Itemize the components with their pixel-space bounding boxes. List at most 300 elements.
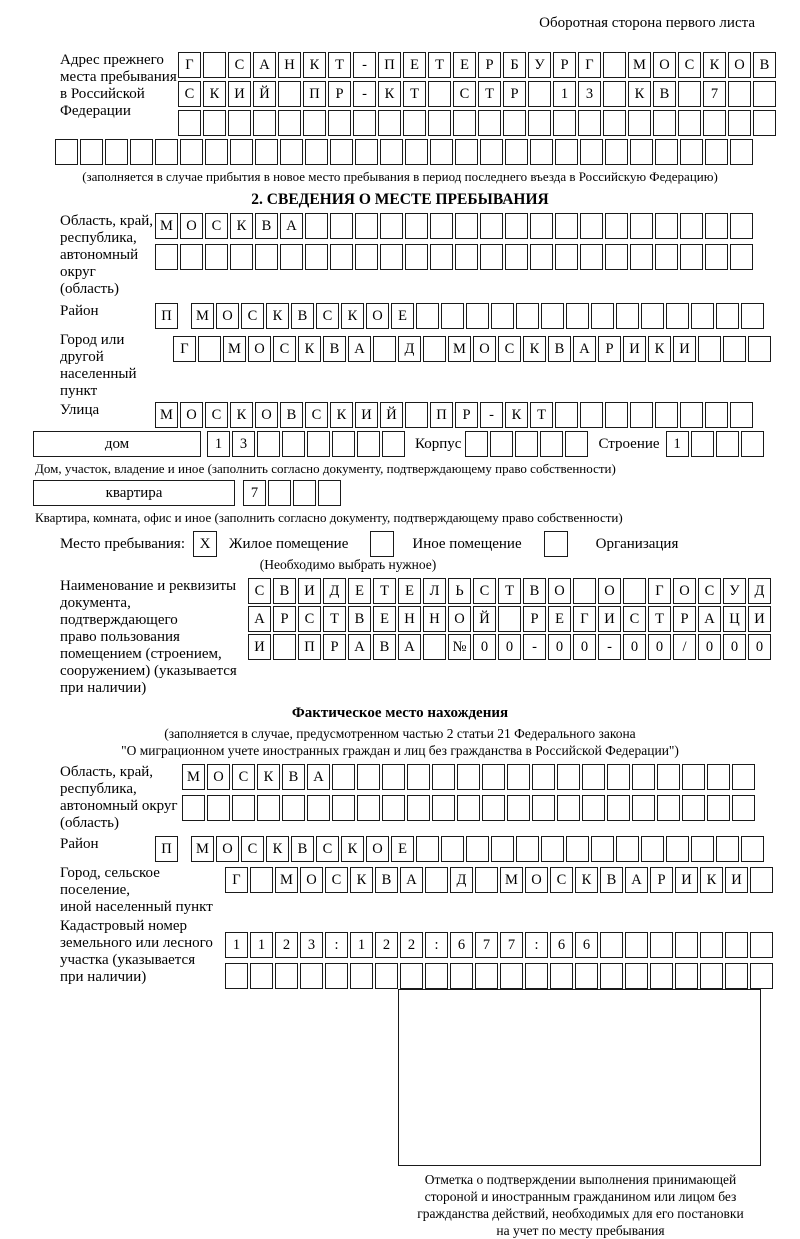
char-cell	[482, 795, 505, 821]
city-label	[33, 332, 155, 400]
char-cell: С	[205, 213, 228, 239]
char-cell	[466, 303, 489, 329]
char-cell	[466, 836, 489, 862]
char-cell: И	[673, 336, 696, 362]
char-cell	[330, 244, 353, 270]
char-cell	[405, 139, 428, 165]
label-line: Федерации	[60, 103, 131, 119]
char-cell	[550, 963, 573, 989]
char-cell: Т	[478, 81, 501, 107]
char-cell	[405, 244, 428, 270]
char-cell: 0	[723, 634, 746, 660]
char-cell: А	[698, 606, 721, 632]
char-cell	[680, 402, 703, 428]
char-cell: Г	[173, 336, 196, 362]
char-cell	[332, 764, 355, 790]
char-cell	[303, 110, 326, 136]
char-cell	[573, 578, 596, 604]
char-cell	[282, 431, 305, 457]
char-cell	[741, 431, 764, 457]
char-cell	[600, 932, 623, 958]
char-cell	[55, 139, 78, 165]
char-cell	[580, 213, 603, 239]
org-checkbox	[544, 531, 568, 557]
char-cell: Р	[553, 52, 576, 78]
district-cells	[191, 303, 764, 329]
char-cell: 0	[648, 634, 671, 660]
char-cell: И	[725, 867, 748, 893]
label-line: иной населенный пункт	[60, 899, 213, 915]
char-cell: М	[191, 836, 214, 862]
char-cell	[228, 110, 251, 136]
char-cell: Н	[423, 606, 446, 632]
char-cell	[225, 963, 248, 989]
label-line: земельного или лесного	[60, 935, 213, 951]
char-cell	[498, 606, 521, 632]
char-cell	[203, 52, 226, 78]
char-cell: О	[728, 52, 751, 78]
char-cell	[475, 867, 498, 893]
char-cell	[516, 836, 539, 862]
char-cell	[630, 139, 653, 165]
char-cell	[307, 795, 330, 821]
char-cell: О	[598, 578, 621, 604]
char-cell	[416, 836, 439, 862]
char-cell: 1	[350, 932, 373, 958]
city-cells	[173, 336, 771, 362]
char-cell: Р	[598, 336, 621, 362]
char-cell	[591, 836, 614, 862]
char-cell: -	[480, 402, 503, 428]
char-cell	[555, 244, 578, 270]
char-cell	[255, 244, 278, 270]
char-cell: В	[373, 634, 396, 660]
char-cell	[455, 139, 478, 165]
char-cell	[505, 213, 528, 239]
char-cell	[728, 81, 751, 107]
label-line: Отметка о подтверждении выполнения принимающей	[424, 1172, 737, 1187]
char-cell	[403, 110, 426, 136]
char-cell	[178, 110, 201, 136]
label-line: республика,	[60, 230, 137, 246]
char-cell	[725, 932, 748, 958]
char-cell	[475, 963, 498, 989]
char-cell: С	[316, 836, 339, 862]
char-cell	[355, 244, 378, 270]
inoe-label: Иное помещение	[412, 536, 522, 552]
char-cell: -	[353, 52, 376, 78]
char-cell: А	[573, 336, 596, 362]
char-cell	[357, 431, 380, 457]
char-cell	[603, 110, 626, 136]
char-cell: И	[298, 578, 321, 604]
char-cell	[591, 303, 614, 329]
char-cell	[705, 139, 728, 165]
house-box: дом	[33, 431, 201, 457]
char-cell: В	[323, 336, 346, 362]
char-cell	[750, 867, 773, 893]
stay-type-label: Место пребывания:	[60, 536, 185, 552]
document-row-1	[248, 578, 771, 604]
char-cell: В	[375, 867, 398, 893]
char-cell: С	[316, 303, 339, 329]
char-cell	[516, 303, 539, 329]
char-cell: 0	[573, 634, 596, 660]
district-row	[155, 303, 764, 329]
char-cell	[380, 213, 403, 239]
label-line: при наличии)	[60, 969, 147, 985]
char-cell	[250, 867, 273, 893]
char-cell	[380, 244, 403, 270]
label-line: документа, подтверждающего	[60, 595, 178, 628]
char-cell	[375, 963, 398, 989]
char-cell	[607, 795, 630, 821]
char-cell	[741, 836, 764, 862]
char-cell: К	[266, 303, 289, 329]
label-line: при наличии)	[60, 680, 147, 696]
char-cell	[425, 867, 448, 893]
stroenie-label: Строение	[598, 436, 660, 452]
char-cell	[503, 110, 526, 136]
cadastral-label	[33, 918, 225, 986]
char-cell	[666, 836, 689, 862]
char-cell	[607, 764, 630, 790]
fact-district-prefix-cells	[155, 836, 178, 862]
char-cell: И	[675, 867, 698, 893]
label-line: Область, край,	[60, 213, 154, 229]
char-cell: М	[628, 52, 651, 78]
char-cell: С	[248, 578, 271, 604]
char-cell	[753, 81, 776, 107]
char-cell: М	[155, 402, 178, 428]
char-cell	[632, 764, 655, 790]
char-cell: А	[280, 213, 303, 239]
char-cell	[407, 764, 430, 790]
char-cell	[330, 139, 353, 165]
prev-address-row-1	[178, 52, 776, 78]
char-cell: К	[341, 836, 364, 862]
char-cell: О	[180, 213, 203, 239]
fact-district-block	[33, 836, 767, 862]
char-cell	[530, 213, 553, 239]
prev-address-label	[33, 52, 178, 120]
char-cell: Л	[423, 578, 446, 604]
char-cell	[400, 963, 423, 989]
label-line: (область)	[60, 815, 119, 831]
char-cell	[478, 110, 501, 136]
char-cell: С	[698, 578, 721, 604]
char-cell	[532, 764, 555, 790]
stay-type-row	[33, 531, 767, 557]
char-cell	[332, 795, 355, 821]
char-cell: Е	[453, 52, 476, 78]
char-cell	[616, 303, 639, 329]
char-cell	[753, 110, 776, 136]
char-cell: С	[273, 336, 296, 362]
char-cell	[741, 303, 764, 329]
label-line: округ (область)	[60, 264, 119, 297]
char-cell: А	[625, 867, 648, 893]
char-cell: 6	[550, 932, 573, 958]
char-cell: К	[303, 52, 326, 78]
char-cell	[605, 213, 628, 239]
char-cell	[566, 836, 589, 862]
char-cell	[278, 110, 301, 136]
char-cell: К	[330, 402, 353, 428]
char-cell: К	[378, 81, 401, 107]
char-cell	[457, 795, 480, 821]
char-cell	[305, 139, 328, 165]
char-cell	[491, 303, 514, 329]
prev-address-block	[33, 52, 770, 136]
char-cell: Н	[398, 606, 421, 632]
char-cell: 0	[548, 634, 571, 660]
label-line: Наименование и реквизиты	[60, 578, 237, 594]
char-cell	[275, 963, 298, 989]
char-cell: М	[223, 336, 246, 362]
char-cell: Р	[523, 606, 546, 632]
char-cell: Р	[503, 81, 526, 107]
korpus-cells	[465, 431, 588, 457]
char-cell	[541, 303, 564, 329]
char-cell	[728, 110, 751, 136]
char-cell	[553, 110, 576, 136]
char-cell: Т	[498, 578, 521, 604]
label-line: участка (указывается	[60, 952, 196, 968]
fact-district-cells	[191, 836, 764, 862]
char-cell	[525, 963, 548, 989]
cadastral-row-1	[225, 932, 773, 958]
char-cell: Т	[428, 52, 451, 78]
char-cell: С	[228, 52, 251, 78]
street-cells	[155, 402, 753, 428]
actual-location-caption	[33, 725, 767, 759]
char-cell: Г	[648, 578, 671, 604]
street-block	[33, 402, 767, 428]
label-line: автономный округ	[60, 798, 178, 814]
char-cell: И	[248, 634, 271, 660]
char-cell: М	[500, 867, 523, 893]
char-cell: 0	[498, 634, 521, 660]
char-cell: 0	[473, 634, 496, 660]
korpus-label: Корпус	[415, 436, 462, 452]
document-row-2	[248, 606, 771, 632]
char-cell: М	[275, 867, 298, 893]
region-row-2	[155, 244, 753, 270]
char-cell: В	[280, 402, 303, 428]
char-cell	[423, 336, 446, 362]
char-cell: О	[366, 836, 389, 862]
char-cell	[280, 139, 303, 165]
char-cell	[465, 431, 488, 457]
char-cell	[457, 764, 480, 790]
char-cell: В	[273, 578, 296, 604]
char-cell	[540, 431, 563, 457]
char-cell: 2	[375, 932, 398, 958]
char-cell	[650, 932, 673, 958]
char-cell	[580, 244, 603, 270]
char-cell: Й	[380, 402, 403, 428]
char-cell	[350, 963, 373, 989]
char-cell	[318, 480, 341, 506]
char-cell	[641, 836, 664, 862]
cadastral-block	[33, 918, 767, 989]
stroenie-cells	[666, 431, 764, 457]
char-cell	[732, 795, 755, 821]
char-cell	[198, 336, 221, 362]
char-cell: Д	[450, 867, 473, 893]
char-cell	[203, 110, 226, 136]
char-cell	[750, 932, 773, 958]
char-cell: С	[453, 81, 476, 107]
char-cell	[682, 795, 705, 821]
char-cell	[491, 836, 514, 862]
char-cell: Г	[225, 867, 248, 893]
char-cell: Й	[473, 606, 496, 632]
char-cell: К	[575, 867, 598, 893]
char-cell	[605, 402, 628, 428]
char-cell	[530, 244, 553, 270]
char-cell: С	[205, 402, 228, 428]
char-cell	[455, 213, 478, 239]
label-line: Город или другой	[60, 332, 125, 365]
char-cell	[680, 213, 703, 239]
char-cell: М	[182, 764, 205, 790]
street-label: Улица	[60, 402, 100, 418]
char-cell	[250, 963, 273, 989]
char-cell	[603, 81, 626, 107]
char-cell	[180, 244, 203, 270]
char-cell	[416, 303, 439, 329]
char-cell	[355, 139, 378, 165]
char-cell	[680, 139, 703, 165]
char-cell	[332, 431, 355, 457]
char-cell	[530, 139, 553, 165]
fact-region-row-1	[182, 764, 755, 790]
apartment-caption: Квартира, комната, офис и иное (заполнить согласно документу, подтверждающему право собственности)	[35, 510, 623, 525]
char-cell: Г	[178, 52, 201, 78]
char-cell	[630, 244, 653, 270]
char-cell	[405, 213, 428, 239]
label-line: населенный пункт	[60, 366, 137, 399]
char-cell: К	[350, 867, 373, 893]
char-cell	[716, 303, 739, 329]
char-cell	[691, 303, 714, 329]
char-cell	[507, 764, 530, 790]
char-cell: 6	[575, 932, 598, 958]
char-cell	[625, 932, 648, 958]
char-cell	[707, 764, 730, 790]
char-cell: П	[298, 634, 321, 660]
char-cell: С	[305, 402, 328, 428]
char-cell: Т	[328, 52, 351, 78]
char-cell: 2	[275, 932, 298, 958]
char-cell	[380, 139, 403, 165]
label-line: автономный	[60, 247, 139, 263]
label-line: (заполняется в случае, предусмотренном частью 2 статьи 21 Федерального закона	[164, 726, 636, 741]
char-cell: С	[623, 606, 646, 632]
apartment-row	[33, 480, 767, 506]
char-cell: Т	[648, 606, 671, 632]
char-cell: Р	[650, 867, 673, 893]
fact-city-label	[33, 865, 225, 916]
fact-region-block	[33, 764, 767, 832]
section2-title: 2. СВЕДЕНИЯ О МЕСТЕ ПРЕБЫВАНИЯ	[251, 191, 549, 208]
char-cell	[430, 139, 453, 165]
char-cell	[450, 963, 473, 989]
fact-district-row	[155, 836, 764, 862]
char-cell: :	[325, 932, 348, 958]
char-cell	[653, 110, 676, 136]
char-cell	[716, 431, 739, 457]
char-cell: -	[523, 634, 546, 660]
char-cell: В	[548, 336, 571, 362]
char-cell	[382, 431, 405, 457]
char-cell: 3	[300, 932, 323, 958]
char-cell	[155, 139, 178, 165]
char-cell: Д	[398, 336, 421, 362]
char-cell	[130, 139, 153, 165]
char-cell: К	[203, 81, 226, 107]
char-cell	[603, 52, 626, 78]
char-cell	[580, 402, 603, 428]
house-number-cells	[207, 431, 405, 457]
char-cell	[432, 764, 455, 790]
char-cell	[730, 213, 753, 239]
char-cell	[748, 336, 771, 362]
char-cell	[623, 578, 646, 604]
char-cell	[655, 139, 678, 165]
char-cell: 1	[225, 932, 248, 958]
char-cell	[582, 764, 605, 790]
char-cell: 1	[553, 81, 576, 107]
char-cell: П	[155, 303, 178, 329]
document-block	[33, 578, 767, 697]
label-line: "О миграционном учете иностранных граждан и лиц без гражданства в Российской Федерации")	[121, 743, 679, 758]
char-cell: М	[448, 336, 471, 362]
label-line: на учет по месту пребывания	[496, 1223, 665, 1238]
prev-address-row-4	[55, 139, 767, 165]
char-cell: Д	[323, 578, 346, 604]
char-cell: К	[266, 836, 289, 862]
fact-district-label: Район	[60, 836, 99, 852]
char-cell	[605, 244, 628, 270]
char-cell	[255, 139, 278, 165]
char-cell	[730, 402, 753, 428]
char-cell: -	[598, 634, 621, 660]
char-cell: К	[703, 52, 726, 78]
char-cell	[405, 402, 428, 428]
char-cell: И	[748, 606, 771, 632]
char-cell	[378, 110, 401, 136]
char-cell	[230, 244, 253, 270]
char-cell	[441, 303, 464, 329]
char-cell: 0	[698, 634, 721, 660]
char-cell	[641, 303, 664, 329]
label-line: Город, сельское поселение,	[60, 865, 160, 898]
char-cell	[716, 836, 739, 862]
char-cell	[257, 431, 280, 457]
char-cell	[432, 795, 455, 821]
region-rows	[155, 213, 753, 270]
char-cell	[680, 244, 703, 270]
char-cell	[555, 139, 578, 165]
char-cell	[730, 244, 753, 270]
char-cell	[555, 213, 578, 239]
char-cell: С	[498, 336, 521, 362]
apartment-box: квартира	[33, 480, 235, 506]
char-cell	[507, 795, 530, 821]
